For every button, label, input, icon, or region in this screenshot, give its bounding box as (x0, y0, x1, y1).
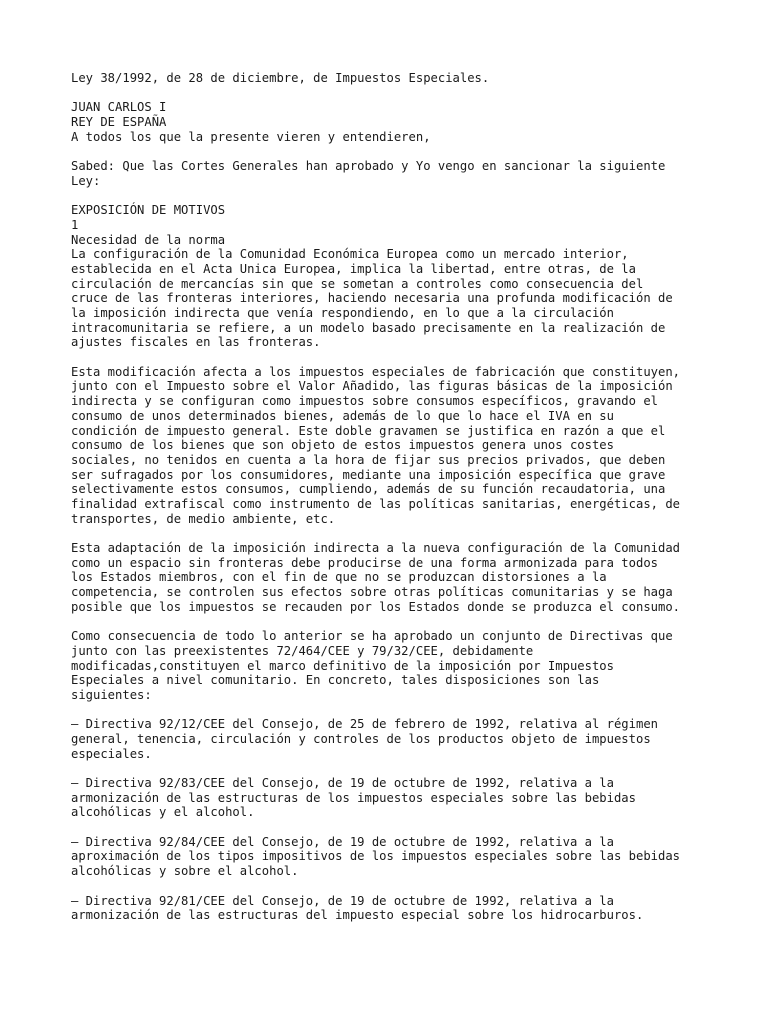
text-line: Esta adaptación de la imposición indirecta a la nueva configuración de la Comunidad (71, 541, 681, 555)
text-line: aproximación de los tipos impositivos de los impuestos especiales sobre las bebidas (71, 849, 681, 864)
sabed-paragraph (71, 159, 731, 188)
text-line: especiales. (71, 746, 152, 761)
text-line: finalidad extrafiscal como instrumento de las políticas sanitarias, energéticas, de (71, 496, 681, 511)
text-line: cruce de las fronteras interiores, haciendo necesaria una profunda modificación de (71, 291, 673, 306)
text-line: ser sufragados por los consumidores, mediante una imposición específica que grave (71, 467, 666, 482)
text-line: intracomunitaria se refiere, a un modelo basado precisamente en la realización de (71, 320, 666, 335)
text-line: sociales, no tenidos en cuenta a la hora de fijar sus precios privados, que deben (71, 452, 666, 467)
text-line: indirecta y se configuran como impuestos sobre consumos específicos, gravando el (71, 394, 658, 409)
text-line: Especiales a nivel comunitario. En concreto, tales disposiciones son las (71, 673, 600, 688)
text-line: como un espacio sin fronteras debe producirse de una forma armonizada para todos (71, 555, 658, 570)
text-line: Como consecuencia de todo lo anterior se ha aprobado un conjunto de Directivas que (71, 629, 673, 644)
heading-line: REY DE ESPAÑA (71, 115, 167, 130)
text-line: la imposición indirecta que venía respondiendo, en lo que a la circulación (71, 306, 614, 320)
text-line: armonización de las estructuras de los impuestos especiales sobre las bebidas (71, 790, 636, 805)
document-title: Ley 38/1992, de 28 de diciembre, de Impuestos Especiales. (71, 71, 490, 85)
text-line: Ley: (71, 173, 101, 188)
text-line: los Estados miembros, con el fin de que no se produzcan distorsiones a la (71, 570, 607, 585)
text-line: junto con las preexistentes 72/464/CEE y 79/32/CEE, debidamente (71, 643, 534, 658)
section-number: 1 (71, 217, 79, 232)
paragraph-2 (71, 365, 731, 527)
heading-block (71, 100, 731, 144)
text-line: transportes, de medio ambiente, etc. (71, 511, 336, 526)
section-subheading: Necesidad de la norma (71, 232, 226, 247)
text-line: Sabed: Que las Cortes Generales han aprobado y Yo vengo en sancionar la siguiente (71, 159, 666, 174)
text-line: circulación de mercancías sin que se sometan a controles como consecuencia del (71, 276, 644, 291)
text-line: junto con el Impuesto sobre el Valor Añadido, las figuras básicas de la imposición (71, 379, 673, 394)
text-line: posible que los impuestos se recauden por los Estados donde se produzca el consumo. (71, 599, 681, 614)
section-heading: EXPOSICIÓN DE MOTIVOS (71, 203, 226, 218)
text-line: establecida en el Acta Unica Europea, implica la libertad, entre otras, de la (71, 261, 636, 276)
text-line: La configuración de la Comunidad Económica Europea como un mercado interior, (71, 247, 629, 262)
paragraph-3 (71, 541, 731, 614)
text-line: modificadas,constituyen el marco definitivo de la imposición por Impuestos (71, 658, 614, 673)
text-line: condición de impuesto general. Este doble gravamen se justifica en razón a que el (71, 423, 666, 438)
heading-line: JUAN CARLOS I (71, 100, 167, 115)
directiva-item (71, 835, 731, 879)
directiva-item (71, 717, 731, 761)
text-line: general, tenencia, circulación y controles de los productos objeto de impuestos (71, 731, 651, 746)
directiva-item (71, 776, 731, 820)
text-line: consumo de unos determinados bienes, además de lo que lo hace el IVA en su (71, 408, 614, 423)
text-line: alcohólicas y sobre el alcohol. (71, 864, 299, 879)
text-line: siguientes: (71, 687, 152, 702)
text-line: alcohólicas y el alcohol. (71, 805, 255, 820)
exposicion-paragraph (71, 203, 731, 350)
text-line: armonización de las estructuras del impuesto especial sobre los hidrocarburos. (71, 908, 644, 923)
text-line: competencia, se controlen sus efectos sobre otras políticas comunitarias y se haga (71, 585, 673, 600)
text-line: – Directiva 92/83/CEE del Consejo, de 19 de octubre de 1992, relativa a la (71, 776, 614, 790)
heading-line: A todos los que la presente vieren y entendieren, (71, 129, 431, 144)
text-line: selectivamente estos consumos, cumpliendo, además de su función recaudatoria, una (71, 482, 666, 497)
directiva-item (71, 894, 731, 923)
document-page (71, 71, 731, 923)
text-line: – Directiva 92/81/CEE del Consejo, de 19 de octubre de 1992, relativa a la (71, 893, 614, 908)
text-line: – Directiva 92/12/CEE del Consejo, de 25 de febrero de 1992, relativa al régimen (71, 717, 658, 732)
text-line: ajustes fiscales en las fronteras. (71, 335, 321, 350)
text-line: consumo de los bienes que son objeto de estos impuestos genera unos costes (71, 438, 614, 453)
paragraph-4 (71, 629, 731, 702)
text-line: – Directiva 92/84/CEE del Consejo, de 19 de octubre de 1992, relativa a la (71, 834, 614, 849)
text-line: Esta modificación afecta a los impuestos especiales de fabricación que constituyen, (71, 364, 681, 379)
